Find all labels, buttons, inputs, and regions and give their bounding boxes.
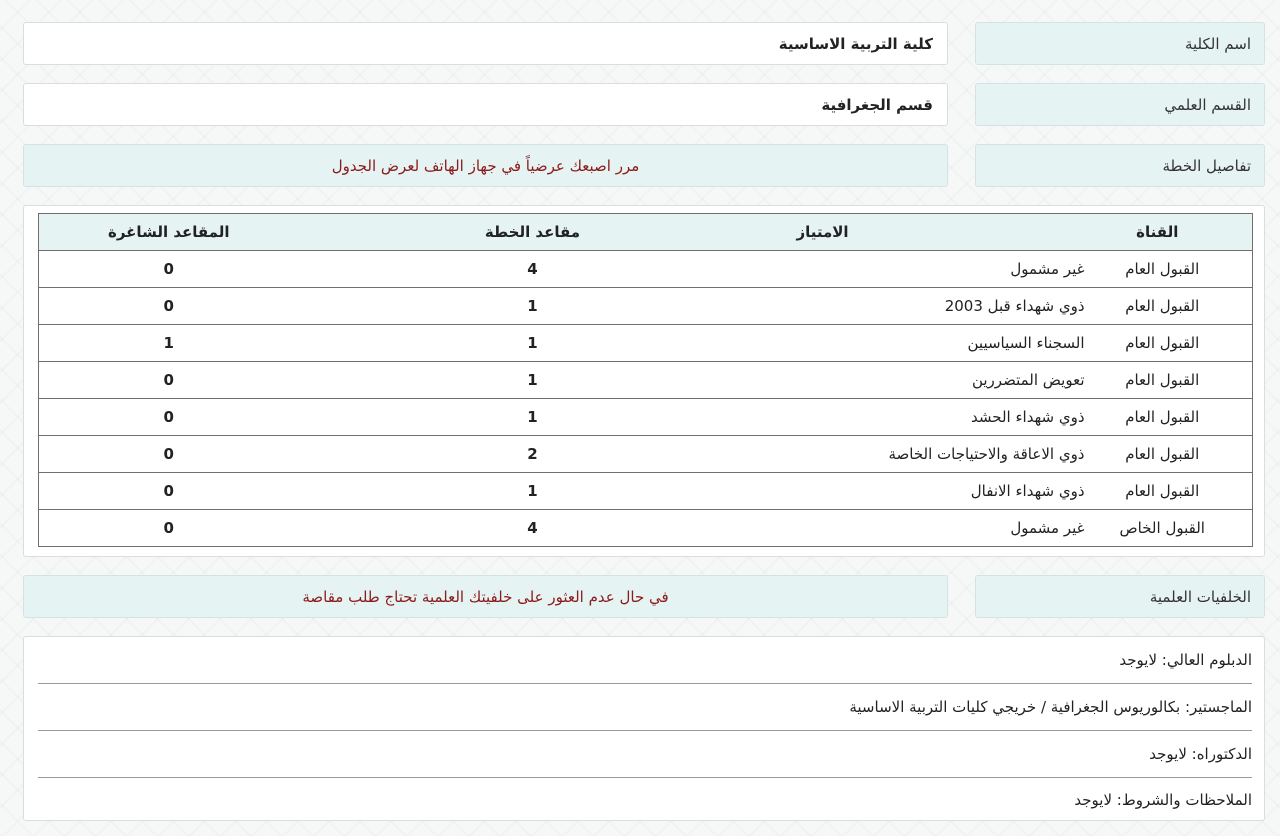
college-value: كلية التربية الاساسية — [23, 22, 948, 65]
cell-privilege: ذوي شهداء قبل 2003 — [653, 288, 1093, 325]
cell-privilege: ذوي شهداء الانفال — [653, 473, 1093, 510]
swipe-notice: مرر اصبعك عرضياً في جهاز الهاتف لعرض الجدول — [23, 144, 948, 187]
header-privilege: الامتياز — [653, 214, 1093, 251]
cell-privilege: تعويض المتضررين — [653, 362, 1093, 399]
cell-vacant-seats: 0 — [39, 362, 413, 399]
list-item: الدبلوم العالي: لايوجد — [38, 637, 1252, 684]
backgrounds-list — [23, 636, 1265, 821]
list-item: الملاحظات والشروط: لايوجد — [1074, 790, 1252, 809]
cell-plan-seats: 1 — [413, 473, 653, 510]
cell-channel: القبول العام — [1093, 288, 1253, 325]
cell-channel: القبول العام — [1093, 325, 1253, 362]
table-row — [39, 399, 1253, 436]
seats-table — [38, 213, 1253, 547]
department-value: قسم الجغرافية — [23, 83, 948, 126]
backgrounds-label: الخلفيات العلمية — [975, 575, 1265, 618]
cell-privilege: غير مشمول — [653, 510, 1093, 547]
cell-privilege: غير مشمول — [653, 251, 1093, 288]
cell-channel: القبول العام — [1093, 436, 1253, 473]
cell-privilege: السجناء السياسيين — [653, 325, 1093, 362]
cell-plan-seats: 1 — [413, 362, 653, 399]
table-row — [39, 288, 1253, 325]
cell-vacant-seats: 0 — [39, 436, 413, 473]
table-header-row — [39, 214, 1253, 251]
department-row — [23, 83, 1265, 126]
list-item: الماجستير: بكالوريوس الجغرافية / خريجي كليات التربية الاساسية — [38, 684, 1252, 731]
table-row — [39, 325, 1253, 362]
seats-table-card — [23, 205, 1265, 557]
cell-vacant-seats: 1 — [39, 325, 413, 362]
table-row — [39, 510, 1253, 547]
cell-channel: القبول العام — [1093, 362, 1253, 399]
cell-channel: القبول الخاص — [1093, 510, 1253, 547]
header-vacant-seats: المقاعد الشاغرة — [39, 214, 413, 251]
header-channel: القناة — [1093, 214, 1253, 251]
cell-plan-seats: 1 — [413, 288, 653, 325]
cell-plan-seats: 2 — [413, 436, 653, 473]
table-row — [39, 473, 1253, 510]
plan-details-row — [23, 144, 1265, 187]
table-row — [39, 436, 1253, 473]
clearance-notice: في حال عدم العثور على خلفيتك العلمية تحتاج طلب مقاصة — [23, 575, 948, 618]
cell-plan-seats: 1 — [413, 325, 653, 362]
backgrounds-row — [23, 575, 1265, 618]
list-item: الدكتوراه: لايوجد — [38, 731, 1252, 778]
plan-details-label: تفاصيل الخطة — [975, 144, 1265, 187]
cell-vacant-seats: 0 — [39, 473, 413, 510]
cell-channel: القبول العام — [1093, 473, 1253, 510]
cell-plan-seats: 4 — [413, 510, 653, 547]
header-plan-seats: مقاعد الخطة — [413, 214, 653, 251]
college-label: اسم الكلية — [975, 22, 1265, 65]
cell-vacant-seats: 0 — [39, 251, 413, 288]
cell-privilege: ذوي الاعاقة والاحتياجات الخاصة — [653, 436, 1093, 473]
cell-privilege: ذوي شهداء الحشد — [653, 399, 1093, 436]
table-row — [39, 362, 1253, 399]
cell-vacant-seats: 0 — [39, 288, 413, 325]
cell-vacant-seats: 0 — [39, 510, 413, 547]
college-row — [23, 22, 1265, 65]
cell-channel: القبول العام — [1093, 251, 1253, 288]
cell-plan-seats: 1 — [413, 399, 653, 436]
cell-plan-seats: 4 — [413, 251, 653, 288]
department-label: القسم العلمي — [975, 83, 1265, 126]
cell-channel: القبول العام — [1093, 399, 1253, 436]
cell-vacant-seats: 0 — [39, 399, 413, 436]
table-row — [39, 251, 1253, 288]
